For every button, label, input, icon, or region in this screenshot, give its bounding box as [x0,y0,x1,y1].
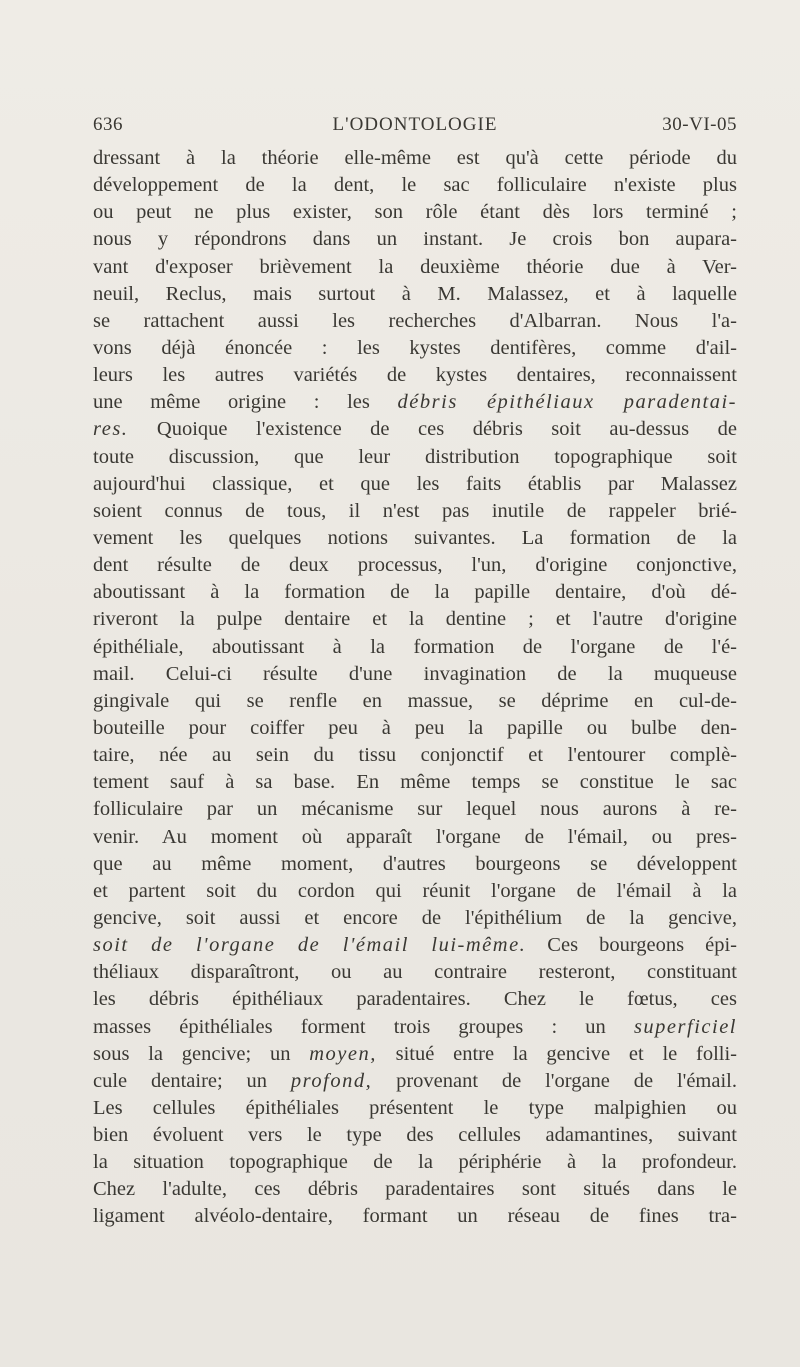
text-line: vons déjà énoncée : les kystes dentifères, comme d'ail- [93,336,737,359]
text-line: aboutissant à la formation de la papille dentaire, d'où dé- [93,581,737,604]
text-line: dent résulte de deux processus, l'un, d'origine conjonctive, [93,554,737,577]
text-line: taire, née au sein du tissu conjonctif et l'entourer complè- [93,744,737,767]
text-line: nous y répondrons dans un instant. Je crois bon aupara- [93,228,737,251]
text-line: mail. Celui-ci résulte d'une invagination de la muqueuse [93,662,737,685]
italic-term: superficiel [633,1015,737,1038]
line-text: sous la gencive; un [93,1042,310,1065]
text-line: Chez l'adulte, ces débris paradentaires sont situés dans le [93,1178,737,1201]
line-text: une même origine : les [93,391,398,414]
italic-term: res. [93,418,129,441]
line-text: provenant de l'organe de l'émail. [372,1069,737,1092]
line-text: Ces bourgeons épi- [526,934,737,957]
italic-term: profond, [290,1069,373,1092]
italic-term: débris épithéliaux paradentai- [397,391,737,414]
text-line: toute discussion, que leur distribution topographique soit [93,445,737,468]
text-line: bouteille pour coiffer peu à peu la papille ou bulbe den- [93,716,737,739]
text-line [93,1068,737,1095]
text-line [93,932,737,959]
text-line [93,416,737,443]
text-line: se rattachent aussi les recherches d'Albarran. Nous l'a- [93,309,737,332]
text-line: neuil, Reclus, mais surtout à M. Malassez, et à laquelle [93,282,737,305]
text-line [93,1014,737,1041]
text-line: bien évoluent vers le type des cellules adamantines, suivant [93,1124,737,1147]
text-line: épithéliale, aboutissant à la formation de l'organe de l'é- [93,635,737,658]
text-line: ou peut ne plus exister, son rôle étant dès lors terminé ; [93,201,737,224]
text-line: venir. Au moment où apparaît l'organe de l'émail, ou pres- [93,825,737,848]
body-paragraph [93,145,737,1231]
text-line: gencive, soit aussi et encore de l'épithélium de la gencive, [93,906,737,929]
text-line: gingivale qui se renfle en massue, se déprime en cul-de- [93,689,737,712]
line-text: Quoique l'existence de ces débris soit au-dessus de [128,418,737,441]
journal-title: L'ODONTOLOGIE [332,114,498,135]
text-line: leurs les autres variétés de kystes dentaires, reconnaissent [93,364,737,387]
text-line: riveront la pulpe dentaire et la dentine ; et l'autre d'origine [93,608,737,631]
line-text: cule dentaire; un [93,1069,291,1092]
text-line [93,389,737,416]
text-line [93,1041,737,1068]
italic-term: soit de l'organe de l'émail lui-même. [93,934,527,957]
text-line: les débris épithéliaux paradentaires. Chez le fœtus, ces [93,988,737,1011]
text-line: folliculaire par un mécanisme sur lequel nous aurons à re- [93,798,737,821]
text-line: et partent soit du cordon qui réunit l'organe de l'émail à la [93,879,737,902]
text-line: la situation topographique de la périphérie à la profondeur. [93,1151,737,1174]
running-head [93,114,737,144]
text-line: théliaux disparaîtront, ou au contraire resteront, constituant [93,961,737,984]
text-line: tement sauf à sa base. En même temps se constitue le sac [93,771,737,794]
issue-date: 30-VI-05 [662,114,737,135]
italic-term: moyen, [309,1042,377,1065]
text-line: que au même moment, d'autres bourgeons se développent [93,852,737,875]
line-text: masses épithéliales forment trois groupes : un [93,1015,634,1038]
page-number: 636 [93,114,123,135]
text-line: ligament alvéolo-dentaire, formant un réseau de fines tra- [93,1205,737,1228]
text-line: soient connus de tous, il n'est pas inutile de rappeler brié- [93,499,737,522]
text-line: dressant à la théorie elle-même est qu'à cette période du [93,147,737,169]
text-line: Les cellules épithéliales présentent le type malpighien ou [93,1096,737,1119]
text-line: vant d'exposer brièvement la deuxième théorie due à Ver- [93,255,737,278]
text-line: développement de la dent, le sac folliculaire n'existe plus [93,174,737,197]
text-line: aujourd'hui classique, et que les faits établis par Malassez [93,472,737,495]
line-text: situé entre la gencive et le folli- [376,1042,737,1065]
text-line: vement les quelques notions suivantes. La formation de la [93,526,737,549]
